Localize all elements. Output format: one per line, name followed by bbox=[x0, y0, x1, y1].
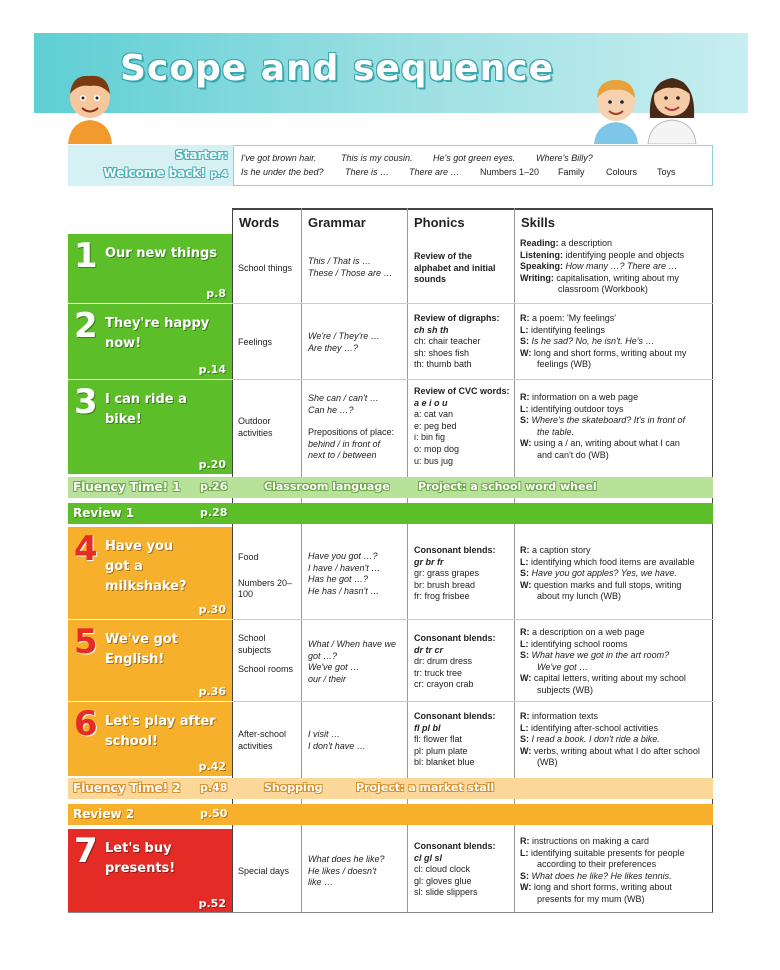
band-label: Review 2 bbox=[73, 807, 135, 821]
skill-line: S: Where's the skateboard? It's in front of bbox=[520, 415, 686, 426]
grammar-line: I have / haven't … bbox=[308, 562, 381, 573]
starter-item: There are … bbox=[409, 167, 460, 177]
unit-title: Let's buy presents! bbox=[105, 841, 176, 876]
words-line: School subjects bbox=[238, 633, 272, 655]
grammar-line: our / their bbox=[308, 673, 347, 684]
words-line: Numbers 20–100 bbox=[238, 577, 293, 600]
skill-line: L: identifying outdoor toys bbox=[520, 403, 624, 414]
unit-number: 2 bbox=[74, 306, 98, 346]
grammar-line: She can / can't … bbox=[308, 393, 379, 403]
grammar-line: like … bbox=[308, 877, 334, 888]
phonics-line: fr: frog frisbee bbox=[414, 591, 470, 602]
skill-line: L: identifying after-school activities bbox=[520, 722, 659, 733]
phonics-line: gl: gloves glue bbox=[414, 875, 472, 886]
unit-grammar bbox=[308, 639, 406, 685]
phonics-line: a: cat van bbox=[414, 409, 454, 420]
phonics-line: Review of CVC words: bbox=[414, 386, 510, 396]
starter-welcome-label bbox=[103, 166, 228, 180]
unit-page: p.20 bbox=[198, 458, 226, 471]
phonics-line: ch sh th bbox=[414, 324, 449, 335]
unit-page: p.14 bbox=[198, 363, 226, 376]
band-page: p.26 bbox=[200, 480, 228, 493]
row-divider bbox=[68, 912, 713, 913]
unit-grammar bbox=[308, 854, 406, 889]
grammar-line: These / Those are … bbox=[308, 267, 393, 278]
unit-7-panel bbox=[68, 829, 232, 913]
unit-phonics bbox=[414, 711, 514, 769]
starter-item: Colours bbox=[606, 167, 638, 177]
band-project: Project: a market stall bbox=[356, 781, 495, 794]
skill-line: classroom (Workbook) bbox=[558, 284, 648, 295]
unit-title: Have you got a milkshake? bbox=[105, 539, 187, 594]
phonics-line: Consonant blends: bbox=[414, 633, 496, 643]
phonics-line: Review of digraphs: bbox=[414, 313, 500, 323]
unit-words: Outdoor activities bbox=[238, 416, 273, 438]
skill-line: W: long and short forms, writing about my bbox=[520, 347, 687, 358]
words-line: Food bbox=[238, 552, 259, 562]
starter-welcome-title: Welcome back! bbox=[103, 166, 206, 180]
unit-title: Let's play after school! bbox=[105, 714, 216, 749]
boy-illustration-right bbox=[590, 74, 642, 144]
skill-line: presents for my mum (WB) bbox=[537, 893, 645, 904]
phonics-line: cl gl sl bbox=[414, 852, 443, 863]
band-project: Project: a school word wheel bbox=[418, 480, 597, 493]
unit-phonics bbox=[414, 313, 514, 371]
boy-illustration-left bbox=[62, 68, 118, 144]
phonics-line: dr: drum dress bbox=[414, 656, 473, 667]
fluency-time-2-band bbox=[68, 778, 713, 799]
unit-2-panel bbox=[68, 304, 232, 379]
phonics-line: pl: plum plate bbox=[414, 745, 468, 756]
unit-page: p.42 bbox=[198, 760, 226, 773]
unit-number: 4 bbox=[74, 529, 98, 569]
grammar-line: behind / in front of bbox=[308, 438, 381, 449]
unit-number: 5 bbox=[74, 622, 98, 662]
unit-skills bbox=[520, 627, 712, 697]
skill-line: Writing: capitalisation, writing about my bbox=[520, 272, 679, 283]
unit-phonics bbox=[414, 841, 514, 899]
skill-line: and can't do (WB) bbox=[537, 449, 609, 460]
phonics-line: a e i o u bbox=[414, 397, 448, 408]
phonics-line: th: thumb bath bbox=[414, 359, 472, 370]
unit-number: 3 bbox=[74, 382, 98, 422]
skill-line: about my lunch (WB) bbox=[537, 591, 622, 602]
skill-line: W: capital letters, writing about my school bbox=[520, 673, 686, 684]
unit-phonics bbox=[414, 251, 514, 286]
phonics-line: Consonant blends: bbox=[414, 841, 496, 851]
phonics-line: dr tr cr bbox=[414, 644, 444, 655]
band-label: Review 1 bbox=[73, 506, 135, 520]
skill-line: Reading: a description bbox=[520, 238, 613, 248]
girl-illustration bbox=[644, 68, 700, 144]
unit-5-panel bbox=[68, 620, 232, 701]
skill-line: according to their preferences bbox=[537, 859, 657, 870]
band-page: p.50 bbox=[200, 807, 228, 820]
unit-words: Feelings bbox=[238, 337, 273, 347]
phonics-line: cr: crayon crab bbox=[414, 679, 474, 690]
skill-line: the table. bbox=[537, 426, 575, 437]
unit-words: Special days bbox=[238, 866, 290, 876]
starter-item: Where's Billy? bbox=[536, 153, 593, 163]
grammar-line bbox=[308, 416, 406, 427]
unit-page: p.8 bbox=[206, 287, 226, 300]
phonics-line: fl: flower flat bbox=[414, 734, 463, 745]
grammar-line: We've got … bbox=[308, 662, 360, 673]
unit-3-panel bbox=[68, 380, 232, 474]
unit-words: After-school activities bbox=[238, 729, 287, 751]
unit-1-panel bbox=[68, 234, 232, 303]
skill-line: Speaking: How many …? There are … bbox=[520, 261, 678, 272]
grammar-line: What does he like? bbox=[308, 854, 385, 864]
skill-line: W: question marks and full stops, writing bbox=[520, 579, 682, 590]
unit-number: 6 bbox=[74, 704, 98, 744]
unit-4-panel bbox=[68, 527, 232, 619]
phonics-line: gr: grass grapes bbox=[414, 568, 480, 579]
unit-phonics bbox=[414, 386, 514, 467]
row-divider bbox=[232, 303, 713, 304]
grammar-line: Have you got …? bbox=[308, 551, 378, 561]
grammar-line: He likes / doesn't bbox=[308, 865, 377, 876]
grammar-line: got …? bbox=[308, 650, 338, 661]
review-1-band bbox=[68, 503, 713, 524]
unit-title: Our new things bbox=[105, 246, 218, 261]
grammar-line: I don't have … bbox=[308, 740, 366, 751]
grammar-line: Has he got …? bbox=[308, 574, 369, 585]
header-grammar: Grammar bbox=[301, 208, 407, 234]
grammar-line: Are they …? bbox=[308, 342, 359, 353]
unit-grammar bbox=[308, 551, 406, 597]
skill-line: L: identifying which food items are available bbox=[520, 556, 695, 567]
band-page: p.48 bbox=[200, 781, 228, 794]
phonics-line: tr: truck tree bbox=[414, 667, 463, 678]
unit-grammar bbox=[308, 256, 406, 279]
skill-line: R: a caption story bbox=[520, 545, 591, 555]
row-divider bbox=[232, 619, 713, 620]
words-line: School rooms bbox=[238, 664, 294, 675]
unit-page: p.30 bbox=[198, 603, 226, 616]
starter-item: He's got green eyes. bbox=[433, 153, 516, 163]
phonics-line: Review of the bbox=[414, 251, 473, 261]
grammar-line: This / That is … bbox=[308, 256, 372, 266]
starter-page: p.4 bbox=[210, 169, 228, 180]
band-topic: Shopping bbox=[264, 781, 323, 794]
starter-item: Toys bbox=[657, 167, 676, 177]
skill-line: feelings (WB) bbox=[537, 359, 592, 370]
phonics-line: alphabet and initial bbox=[414, 262, 496, 273]
starter-item: I've got brown hair. bbox=[241, 153, 317, 163]
phonics-line: br: brush bread bbox=[414, 579, 476, 590]
unit-words: School things bbox=[238, 263, 293, 273]
skill-line: L: identifying school rooms bbox=[520, 638, 628, 649]
starter-content bbox=[233, 145, 713, 186]
unit-title: They're happy now! bbox=[105, 316, 210, 351]
unit-skills bbox=[520, 313, 712, 371]
grammar-line: Prepositions of place: bbox=[308, 427, 395, 438]
grammar-line: He has / hasn't … bbox=[308, 585, 380, 596]
band-topic: Classroom language bbox=[264, 480, 390, 493]
starter-label: Starter: bbox=[175, 148, 228, 162]
phonics-line: sl: slide slippers bbox=[414, 887, 478, 898]
unit-title: I can ride a bike! bbox=[105, 392, 187, 427]
skill-line: S: I read a book. I don't ride a bike. bbox=[520, 734, 660, 745]
band-label: Fluency Time! 1 bbox=[73, 480, 181, 494]
phonics-line: gr br fr bbox=[414, 556, 444, 567]
skill-line: R: instructions on making a card bbox=[520, 836, 650, 846]
starter-item: This is my cousin. bbox=[341, 153, 413, 163]
starter-item: Numbers 1–20 bbox=[480, 167, 540, 177]
skill-line: S: What does he like? He likes tennis. bbox=[520, 870, 672, 881]
grammar-line: Can he …? bbox=[308, 404, 354, 415]
row-divider bbox=[232, 701, 713, 702]
grammar-line: next to / between bbox=[308, 450, 377, 461]
unit-skills bbox=[520, 836, 712, 906]
unit-grammar bbox=[308, 729, 406, 752]
unit-grammar bbox=[308, 331, 406, 354]
band-label: Fluency Time! 2 bbox=[73, 781, 181, 795]
phonics-line: e: peg bed bbox=[414, 420, 457, 431]
phonics-line: i: bin fig bbox=[414, 432, 446, 443]
unit-phonics bbox=[414, 633, 514, 691]
skill-line: R: information texts bbox=[520, 711, 599, 721]
unit-words bbox=[238, 633, 300, 676]
page-title: Scope and sequence bbox=[120, 48, 554, 89]
grammar-line: I visit … bbox=[308, 729, 341, 739]
phonics-line: Consonant blends: bbox=[414, 545, 496, 555]
phonics-line: u: bus jug bbox=[414, 455, 454, 466]
unit-title: We've got English! bbox=[105, 632, 178, 667]
skill-line: S: Have you got apples? Yes, we have. bbox=[520, 568, 677, 579]
phonics-line: cl: cloud clock bbox=[414, 864, 471, 875]
unit-grammar bbox=[308, 393, 406, 462]
skill-line: (WB) bbox=[537, 757, 558, 768]
unit-page: p.36 bbox=[198, 685, 226, 698]
phonics-line: ch: chair teacher bbox=[414, 336, 481, 347]
phonics-line: o: mop dog bbox=[414, 443, 460, 454]
skill-line: L: identifying feelings bbox=[520, 324, 606, 335]
unit-skills bbox=[520, 545, 712, 603]
review-2-band bbox=[68, 804, 713, 825]
phonics-line: sh: shoes fish bbox=[414, 347, 470, 358]
unit-skills bbox=[520, 711, 712, 769]
skill-line: W: long and short forms, writing about bbox=[520, 882, 672, 893]
skill-line: S: What have we got in the art room? bbox=[520, 650, 670, 661]
starter-item: Family bbox=[558, 167, 585, 177]
unit-number: 1 bbox=[74, 236, 98, 276]
skill-line: We've got … bbox=[537, 661, 589, 672]
phonics-line: Consonant blends: bbox=[414, 711, 496, 721]
unit-words bbox=[238, 552, 300, 601]
phonics-line: sounds bbox=[414, 274, 447, 285]
grammar-line: We're / They're … bbox=[308, 331, 380, 341]
unit-page: p.52 bbox=[198, 897, 226, 910]
starter-item: Is he under the bed? bbox=[241, 167, 324, 177]
phonics-line: fl pl bl bbox=[414, 722, 441, 733]
grammar-line: What / When have we bbox=[308, 639, 397, 649]
unit-6-panel bbox=[68, 702, 232, 776]
unit-phonics bbox=[414, 545, 514, 603]
header-phonics: Phonics bbox=[407, 208, 514, 234]
starter-item: There is … bbox=[345, 167, 390, 177]
skill-line: L: identifying suitable presents for people bbox=[520, 847, 685, 858]
unit-skills bbox=[520, 392, 712, 462]
skill-line: S: Is he sad? No, he isn't. He's … bbox=[520, 336, 655, 347]
skill-line: R: information on a web page bbox=[520, 392, 639, 402]
skill-line: W: using a / an, writing about what I can bbox=[520, 438, 680, 449]
header-skills: Skills bbox=[514, 208, 713, 234]
fluency-time-1-band bbox=[68, 477, 713, 498]
skill-line: subjects (WB) bbox=[537, 684, 594, 695]
row-divider bbox=[232, 379, 713, 380]
unit-number: 7 bbox=[74, 831, 98, 871]
skill-line: Listening: identifying people and objects bbox=[520, 249, 685, 260]
skill-line: W: verbs, writing about what I do after school bbox=[520, 745, 700, 756]
phonics-line: bl: blanket blue bbox=[414, 757, 475, 768]
skill-line: R: a poem: 'My feelings' bbox=[520, 313, 616, 323]
unit-skills bbox=[520, 238, 712, 296]
skill-line: R: a description on a web page bbox=[520, 627, 645, 637]
header-words: Words bbox=[232, 208, 301, 234]
band-page: p.28 bbox=[200, 506, 228, 519]
